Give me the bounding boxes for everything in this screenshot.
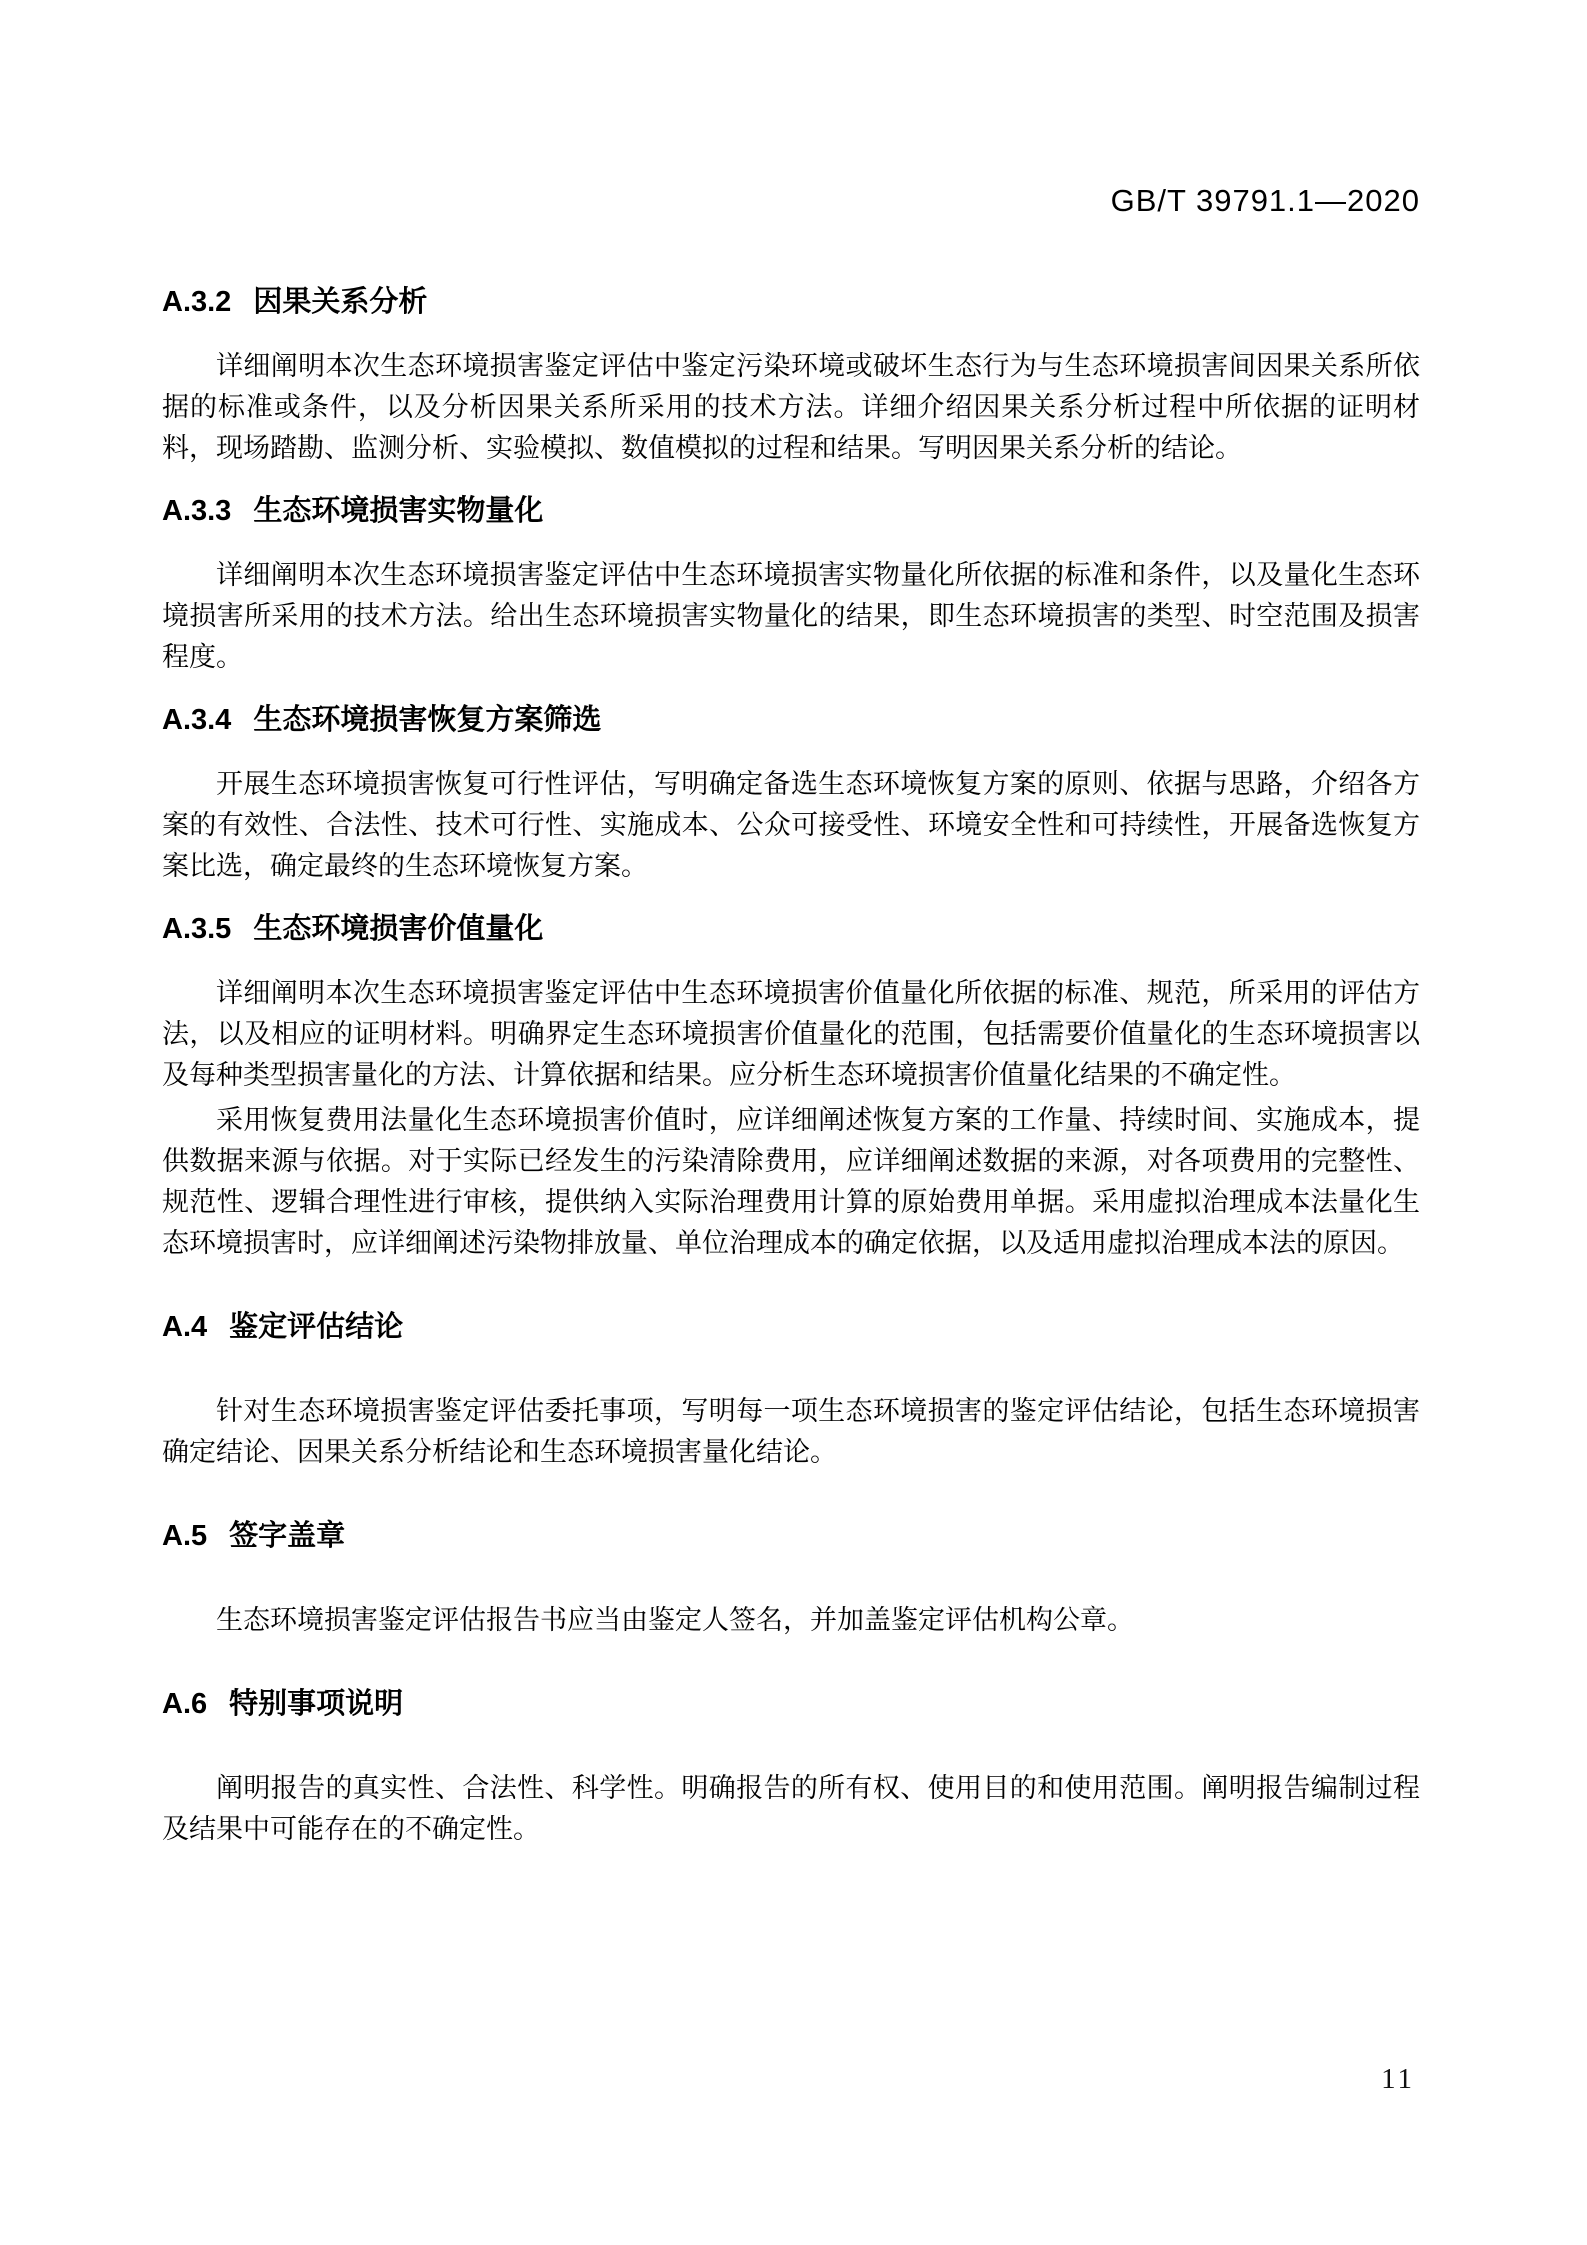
section-heading — [162, 282, 1420, 323]
section-heading — [162, 700, 1420, 741]
section — [162, 700, 1420, 887]
section-number: A.6 — [162, 1688, 208, 1720]
section-title: 鉴定评估结论 — [229, 1311, 404, 1343]
paragraph: 详细阐明本次生态环境损害鉴定评估中生态环境损害价值量化所依据的标准、规范，所采用的评估方法，以及相应的证明材料。明确界定生态环境损害价值量化的范围，包括需要价值量化的生态环境损害以及每种类型损害量化的方法、计算依据和结果。应分析生态环境损害价值量化结果的不确定性。 — [162, 978, 1420, 1090]
page-footer — [1381, 2063, 1415, 2096]
page-number: 11 — [1381, 2063, 1415, 2095]
paragraph: 详细阐明本次生态环境损害鉴定评估中鉴定污染环境或破坏生态行为与生态环境损害间因果关系所依据的标准或条件，以及分析因果关系所采用的技术方法。详细介绍因果关系分析过程中所依据的证明材料，现场踏勘、监测分析、实验模拟、数值模拟的过程和结果。写明因果关系分析的结论。 — [162, 351, 1420, 463]
section-number: A.5 — [162, 1520, 208, 1552]
page-header — [1111, 183, 1420, 219]
paragraph: 针对生态环境损害鉴定评估委托事项，写明每一项生态环境损害的鉴定评估结论，包括生态环境损害确定结论、因果关系分析结论和生态环境损害量化结论。 — [162, 1396, 1420, 1467]
section-heading — [162, 909, 1420, 950]
section-heading — [162, 1684, 1420, 1725]
section-title: 生态环境损害实物量化 — [253, 495, 544, 527]
paragraph: 生态环境损害鉴定评估报告书应当由鉴定人签名，并加盖鉴定评估机构公章。 — [216, 1605, 1134, 1635]
section-title: 签字盖章 — [229, 1520, 346, 1552]
paragraph: 详细阐明本次生态环境损害鉴定评估中生态环境损害实物量化所依据的标准和条件，以及量化生态环境损害所采用的技术方法。给出生态环境损害实物量化的结果，即生态环境损害的类型、时空范围及损害程度。 — [162, 560, 1420, 672]
paragraph: 阐明报告的真实性、合法性、科学性。明确报告的所有权、使用目的和使用范围。阐明报告编制过程及结果中可能存在的不确定性。 — [162, 1773, 1420, 1844]
section — [162, 282, 1420, 469]
section — [162, 1684, 1420, 1850]
section-title: 因果关系分析 — [253, 286, 428, 318]
section-heading — [162, 1516, 1420, 1557]
section — [162, 1516, 1420, 1641]
section-title: 特别事项说明 — [229, 1688, 404, 1720]
section-title: 生态环境损害价值量化 — [253, 913, 544, 945]
paragraph: 开展生态环境损害恢复可行性评估，写明确定备选生态环境恢复方案的原则、依据与思路，介绍各方案的有效性、合法性、技术可行性、实施成本、公众可接受性、环境安全性和可持续性，开展备选恢复方案比选，确定最终的生态环境恢复方案。 — [162, 769, 1420, 881]
section — [162, 1307, 1420, 1473]
section-number: A.3.4 — [162, 704, 232, 736]
section-title: 生态环境损害恢复方案筛选 — [253, 704, 602, 736]
doc-number: GB/T 39791.1—2020 — [1110, 183, 1420, 218]
section-heading — [162, 1307, 1420, 1348]
section-heading — [162, 491, 1420, 532]
section-number: A.3.2 — [162, 286, 232, 318]
section — [162, 491, 1420, 678]
section — [162, 909, 1420, 1264]
section-number: A.4 — [162, 1311, 208, 1343]
document-body — [162, 282, 1420, 1850]
section-number: A.3.5 — [162, 913, 232, 945]
section-number: A.3.3 — [162, 495, 232, 527]
paragraph: 采用恢复费用法量化生态环境损害价值时，应详细阐述恢复方案的工作量、持续时间、实施成本，提供数据来源与依据。对于实际已经发生的污染清除费用，应详细阐述数据的来源，对各项费用的完整性、规范性、逻辑合理性进行审核，提供纳入实际治理费用计算的原始费用单据。采用虚拟治理成本法量化生态环境损害时，应详细阐述污染物排放量、单位治理成本的确定依据，以及适用虚拟治理成本法的原因。 — [162, 1105, 1420, 1258]
